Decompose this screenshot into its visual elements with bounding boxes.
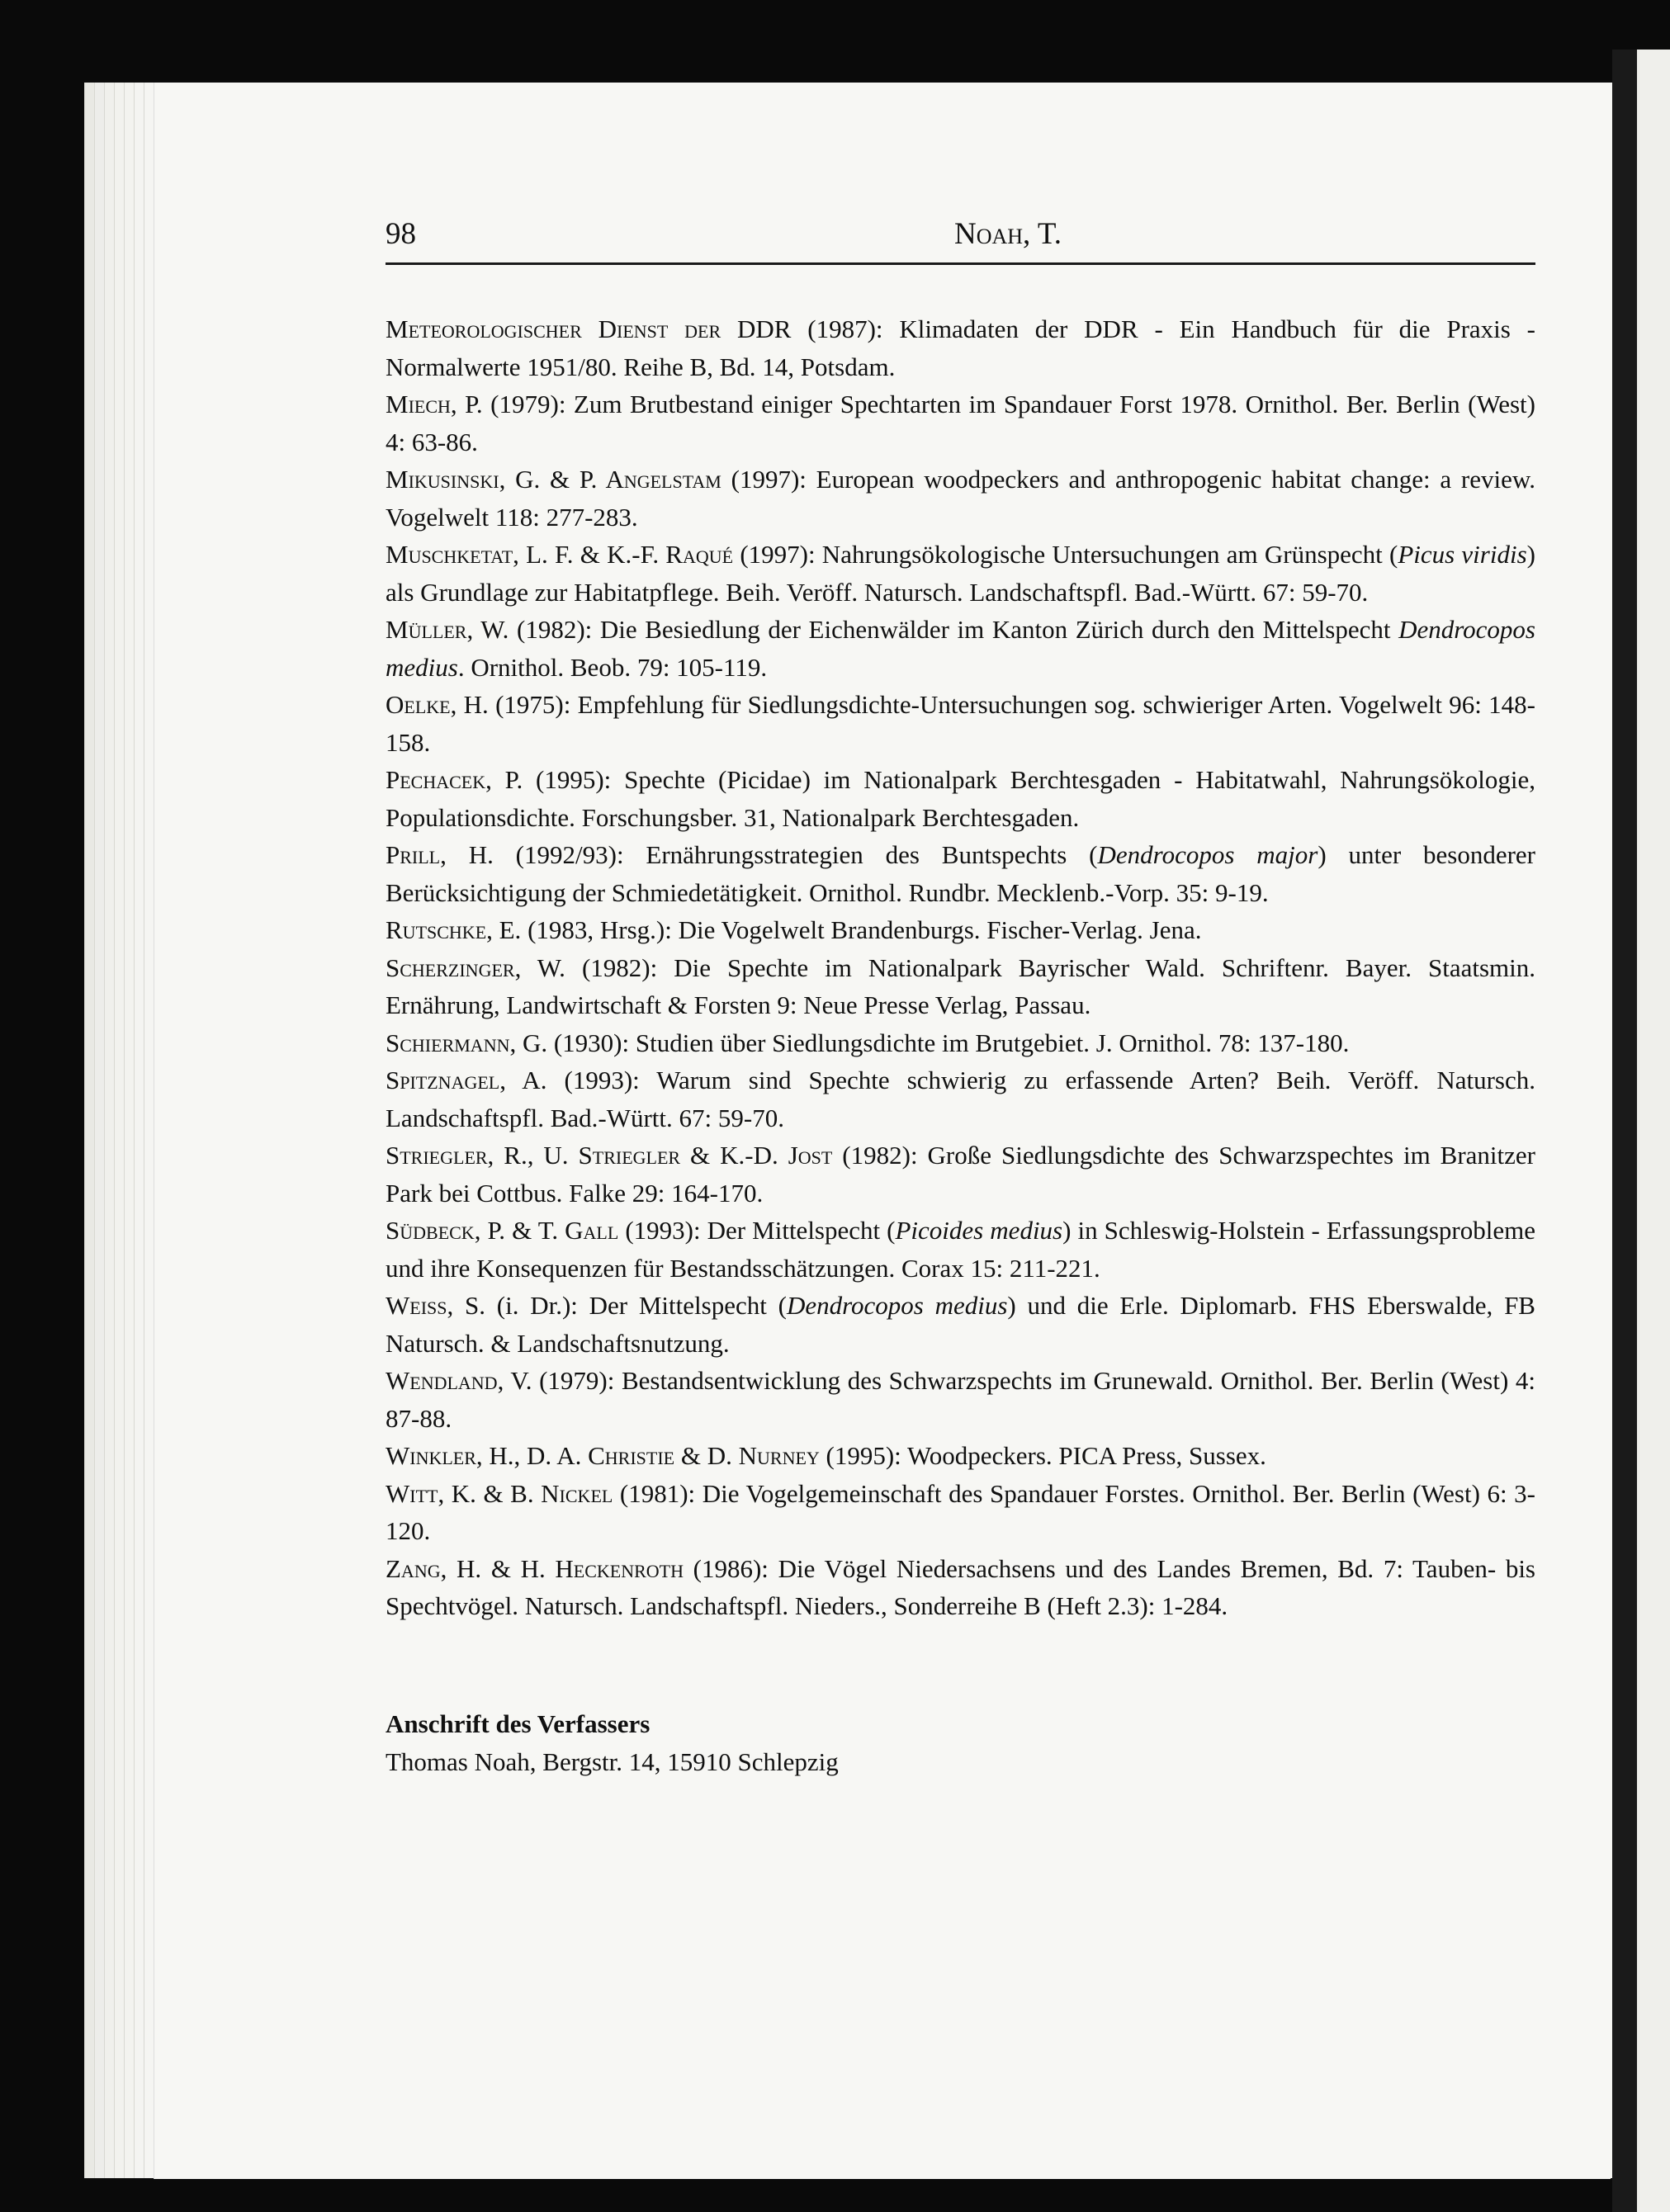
reference-text: ) unter besonderer Berücksichtigung der Schmiedetätigkeit. Ornithol. Rundbr. Mecklenb.-Vorp. 35: 9-19. [386,840,1535,907]
reference-entry [386,536,1535,611]
reference-author: Wendland, V. [386,1366,532,1395]
reference-entry [386,385,1535,461]
reference-entry [386,836,1535,911]
reference-author: Meteorologischer Dienst der DDR [386,314,792,343]
reference-text: (1982): Große Siedlungsdichte des Schwarzspechtes im Branitzer Park bei Cottbus. Falke 29: 164-170. [386,1141,1535,1208]
reference-text: (1997): Nahrungsökologische Untersuchungen am Grünspecht ( [733,540,1398,569]
reference-text: (1930): Studien über Siedlungsdichte im Brutgebiet. J. Ornithol. 78: 137-180. [547,1028,1350,1057]
reference-author: Schiermann, G. [386,1028,548,1057]
address-heading: Anschrift des Verfassers [386,1709,650,1738]
reference-author: Zang, H. & H. Heckenroth [386,1553,684,1583]
reference-text: (i. Dr.): Der Mittelspecht ( [485,1291,787,1320]
reference-text: (1982): Die Spechte im Nationalpark Bayrischer Wald. Schriftenr. Bayer. Staatsmin. Ernährung, Landwirtschaft & Forsten 9: Neue Presse Verlag, Passau. [386,952,1535,1019]
reference-entry [386,1475,1535,1550]
reference-entry [386,1437,1535,1475]
reference-entry [386,949,1535,1024]
reference-text: (1997): European woodpeckers and anthropogenic habitat change: a review. Vogelwelt 118: 277-283. [386,465,1536,532]
reference-list [386,310,1535,1625]
reference-author: Scherzinger, W. [386,952,565,982]
reference-entry [386,686,1535,761]
reference-text: ) und die Erle. Diplomarb. FHS Eberswalde, FB Natursch. & Landschaftsnutzung. [386,1291,1535,1358]
species-name: Picus viridis [1398,540,1527,569]
reference-author: Südbeck, P. & T. Gall [386,1216,619,1245]
reference-author: Miech, P. [386,390,483,418]
species-name: Dendrocopos medius [786,1291,1008,1320]
reference-text: (1981): Die Vogelgemeinschaft des Spandauer Forstes. Ornithol. Ber. Berlin (West) 6: 3-120. [386,1478,1536,1545]
reference-author: Witt, K. & B. Nickel [386,1478,613,1508]
header-rule [386,262,1535,265]
address-line: Thomas Noah, Bergstr. 14, 15910 Schlepzig [386,1746,839,1776]
reference-text: (1992/93): Ernährungsstrategien des Buntspechts ( [493,840,1098,869]
species-name: Dendrocopos major [1097,840,1318,869]
reference-author: Prill, H. [386,840,494,869]
author-address [386,1705,1670,1780]
reference-entry [386,1550,1535,1625]
reference-author: Pechacek, P. [386,765,523,794]
reference-entry [386,1362,1535,1437]
reference-author: Rutschke, E. [386,915,522,944]
reference-author: Winkler, H., D. A. Christie & D. Nurney [386,1441,820,1470]
reference-text: (1979): Zum Brutbestand einiger Spechtarten im Spandauer Forst 1978. Ornithol. Ber. Berlin (West) 4: 63-86. [386,390,1535,456]
reference-entry [386,1061,1535,1137]
reference-text: ) in Schleswig-Holstein - Erfassungsprobleme und ihre Konsequenzen für Bestandsschätzungen. Corax 15: 211-221. [386,1216,1535,1283]
species-name: Dendrocopos medius [386,615,1535,682]
reference-text: (1993): Warum sind Spechte schwierig zu erfassende Arten? Beih. Veröff. Natursch. Landschaftspfl. Bad.-Württ. 67: 59-70. [386,1066,1535,1132]
reference-entry [386,1137,1535,1212]
page-number: 98 [386,217,416,251]
reference-entry [386,1212,1535,1287]
reference-entry [386,1024,1535,1062]
reference-text: (1979): Bestandsentwicklung des Schwarzspechts im Grunewald. Ornithol. Ber. Berlin (West) 4: 87-88. [386,1366,1535,1433]
reference-entry [386,1287,1535,1362]
reference-entry [386,611,1535,686]
reference-text: (1987): Klimadaten der DDR - Ein Handbuch für die Praxis - Normalwerte 1951/80. Reihe B, Bd. 14, Potsdam. [386,314,1535,381]
reference-author: Muschketat, L. F. & K.-F. Raqué [386,540,734,569]
running-head: Noah, T. [954,217,1062,251]
reference-text: (1983, Hrsg.): Die Vogelwelt Brandenburgs. Fischer-Verlag. Jena. [521,915,1202,944]
species-name: Picoides medius [895,1216,1063,1245]
reference-entry [386,761,1535,836]
reference-text: (1982): Die Besiedlung der Eichenwälder im Kanton Zürich durch den Mittelspecht [509,615,1399,644]
reference-author: Weiß, S. [386,1291,485,1320]
reference-text: (1986): Die Vögel Niedersachsens und des Landes Bremen, Bd. 7: Tauben- bis Spechtvögel. Natursch. Landschaftspfl. Nieders., Sonderreihe B (Heft 2.3): 1-284. [386,1553,1535,1620]
reference-entry [386,310,1535,385]
reference-text: (1995): Woodpeckers. PICA Press, Sussex. [819,1441,1266,1470]
reference-author: Mikusinski, G. & P. Angelstam [386,465,721,494]
reference-entry [386,461,1535,536]
reference-entry [386,911,1535,949]
reference-text: . Ornithol. Beob. 79: 105-119. [457,652,768,682]
reference-author: Oelke, H. [386,690,489,719]
reference-text: (1993): Der Mittelspecht ( [618,1216,896,1245]
reference-text: (1995): Spechte (Picidae) im Nationalpark Berchtesgaden - Habitatwahl, Nahrungsökologie, Populationsdichte. Forschungsber. 31, Nationalpark Berchtesgaden. [386,765,1536,832]
reference-author: Müller, W. [386,615,509,644]
reference-text: (1975): Empfehlung für Siedlungsdichte-Untersuchungen sog. schwieriger Arten. Vogelwelt 96: 148-158. [386,690,1535,757]
reference-text: ) als Grundlage zur Habitatpflege. Beih. Veröff. Natursch. Landschaftspfl. Bad.-Württ. 67: 59-70. [386,540,1535,607]
reference-author: Striegler, R., U. Striegler & K.-D. Jost [386,1141,833,1170]
reference-author: Spitznagel, A. [386,1066,547,1094]
